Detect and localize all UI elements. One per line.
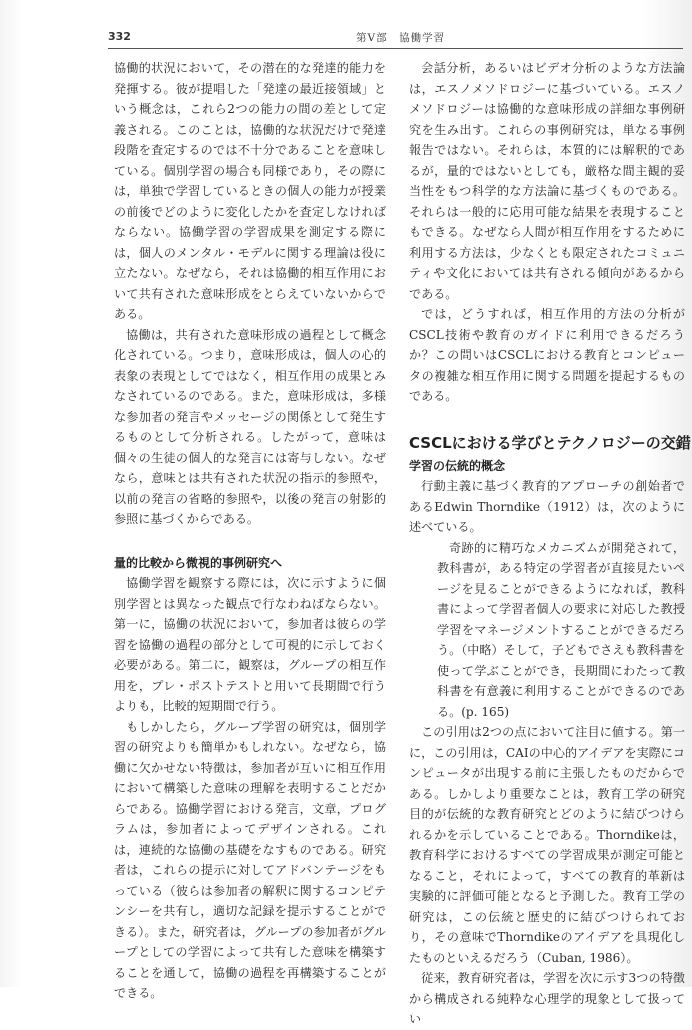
paragraph: 行動主義に基づく教育的アプローチの創始者であるEdwin Thorndike（1912）は，次のように述べている。 [409,479,685,534]
paragraph: では，どうすれば，相互作用的方法の分析がCSCL技術や教育のガイドに利用できるだろうか？この問いはCSCLにおける教育とコンピュータの複雑な相互作用に関する問題を提起するものである。 [409,307,685,403]
running-head: 第V部 協働学習 [356,32,446,44]
paragraph: 会話分析，あるいはビデオ分析のような方法論は，エスノメソドロジーに基づいている。エスノメソドロジーは協働的な意味形成の詳細な事例研究を生み出す。これらの事例研究は，単なる事例報告ではない。それらは，本質的には解釈的であるが，量的ではないとしても，厳格な間主観的妥当性をもつ科学的な方法論に基づくものである。それらは一般的に応用可能な結果を表現することもできる。なぜなら人間が相互作用をするために利用する方法は，少なくとも限定されたコミュニティや文化においては共有される傾向があるからである。 [409,61,685,301]
page-header [108,30,683,49]
left-column [114,58,386,1004]
section-heading: 量的比較から微視的事例研究へ [114,555,283,570]
paragraph: もしかしたら，グループ学習の研究は，個別学習の研究よりも簡単かもしれない。なぜなら，協働に欠かせない特徴は，参加者が互いに相互作用において構築した意味の理解を表明することだからである。協働学習における発言，文章，プログラムは，参加者によってデザインされる。これは，連続的な協働の基礎をなすものである。研究者は，これらの提示に対してアドバンテージをもっている（彼らは参加者の解釈に関するコンピテンシーを共有し，適切な記録を提示することができる）。また，研究者は，グループの参加者がグループとしての学習によって共有した意味を構築することを通して，協働の過程を再構築することができる。 [114,719,386,1000]
page-number: 332 [108,30,131,43]
right-column [409,58,691,1030]
block-quote [409,538,685,723]
paragraph: 従来，教育研究者は，学習を次に示す3つの特徴から構成される純粋な心理学的現象として扱ってい [409,971,685,1026]
paragraph: 協働学習を観察する際には，次に示すように個別学習とは異なった観点で行なわねばならない。第一に，協働の状況において，参加者は彼らの学習を協働の過程の部分として可視的に示しておく必要がある。第二に，観察は，グループの相互作用を，プレ・ポストテストと用いて長期間で行うよりも，比較的短期間で行う。 [114,576,386,713]
subsection-heading: 学習の伝統的概念 [409,458,506,473]
section-title: CSCLにおける学びとテクノロジーの交錯 [409,433,691,452]
paragraph: 協働的状況において，その潜在的な発達的能力を発揮する。彼が提唱した「発達の最近接領域」という概念は，これら2つの能力の間の差として定義される。このことは，協働的な状況だけで発達段階を査定するのでは不十分であることを意味している。個別学習の場合も同様であり，その際には，単独で学習しているときの個人の能力が授業の前後でどのように変化したかを査定しなければならない。協働学習の学習成果を測定する際には，個人のメンタル・モデルに関する理論は役に立たない。なぜなら，それは協働的相互作用において共有された意味形成をとらえていないからである。 [114,61,386,321]
quote-text: 奇跡的に精巧なメカニズムが開発されて，教科書が，ある特定の学習者が直接見たいページを見ることができるようになれば，教科書によって学習者個人の要求に対応した教授学習をマネージメントすることができるだろう。（中略）そして，子どもでさえも教科書を使って学ぶことができ，長期間にわたって教科書を有意義に利用することができるのである。(p. 165) [437,540,685,719]
paragraph: この引用は2つの点において注目に値する。第一に，この引用は，CAIの中心的アイデアを実際にコンピュータが出現する前に主張したものだからである。しかしより重要なことは，教育工学の研究目的が伝統的な教育研究とどのように結びつけられるかを示していることである。Thorndikeは，教育科学におけるすべての学習成果が測定可能となること，それによって，すべての教育的革新は実験的に評価可能となると予測した。教育工学の研究は，この伝統と歴史的に結びつけられており，その意味でThorndikeのアイデアを具現化したものといえるだろう（Cuban, 1986）。 [409,725,685,965]
paragraph: 協働は，共有された意味形成の過程として概念化されている。つまり，意味形成は，個人の心的表象の表現としてではなく，相互作用の成果とみなされているのである。また，意味形成は，多様な参加者の発言やメッセージの関係として発生するものとして分析される。したがって，意味は個々の生徒の個人的な発言には寄与しない。なぜなら，意味とは共有された状況の指示的参照や，以前の発言の省略的参照や，以後の発言の射影的参照に基づくからである。 [114,327,386,526]
